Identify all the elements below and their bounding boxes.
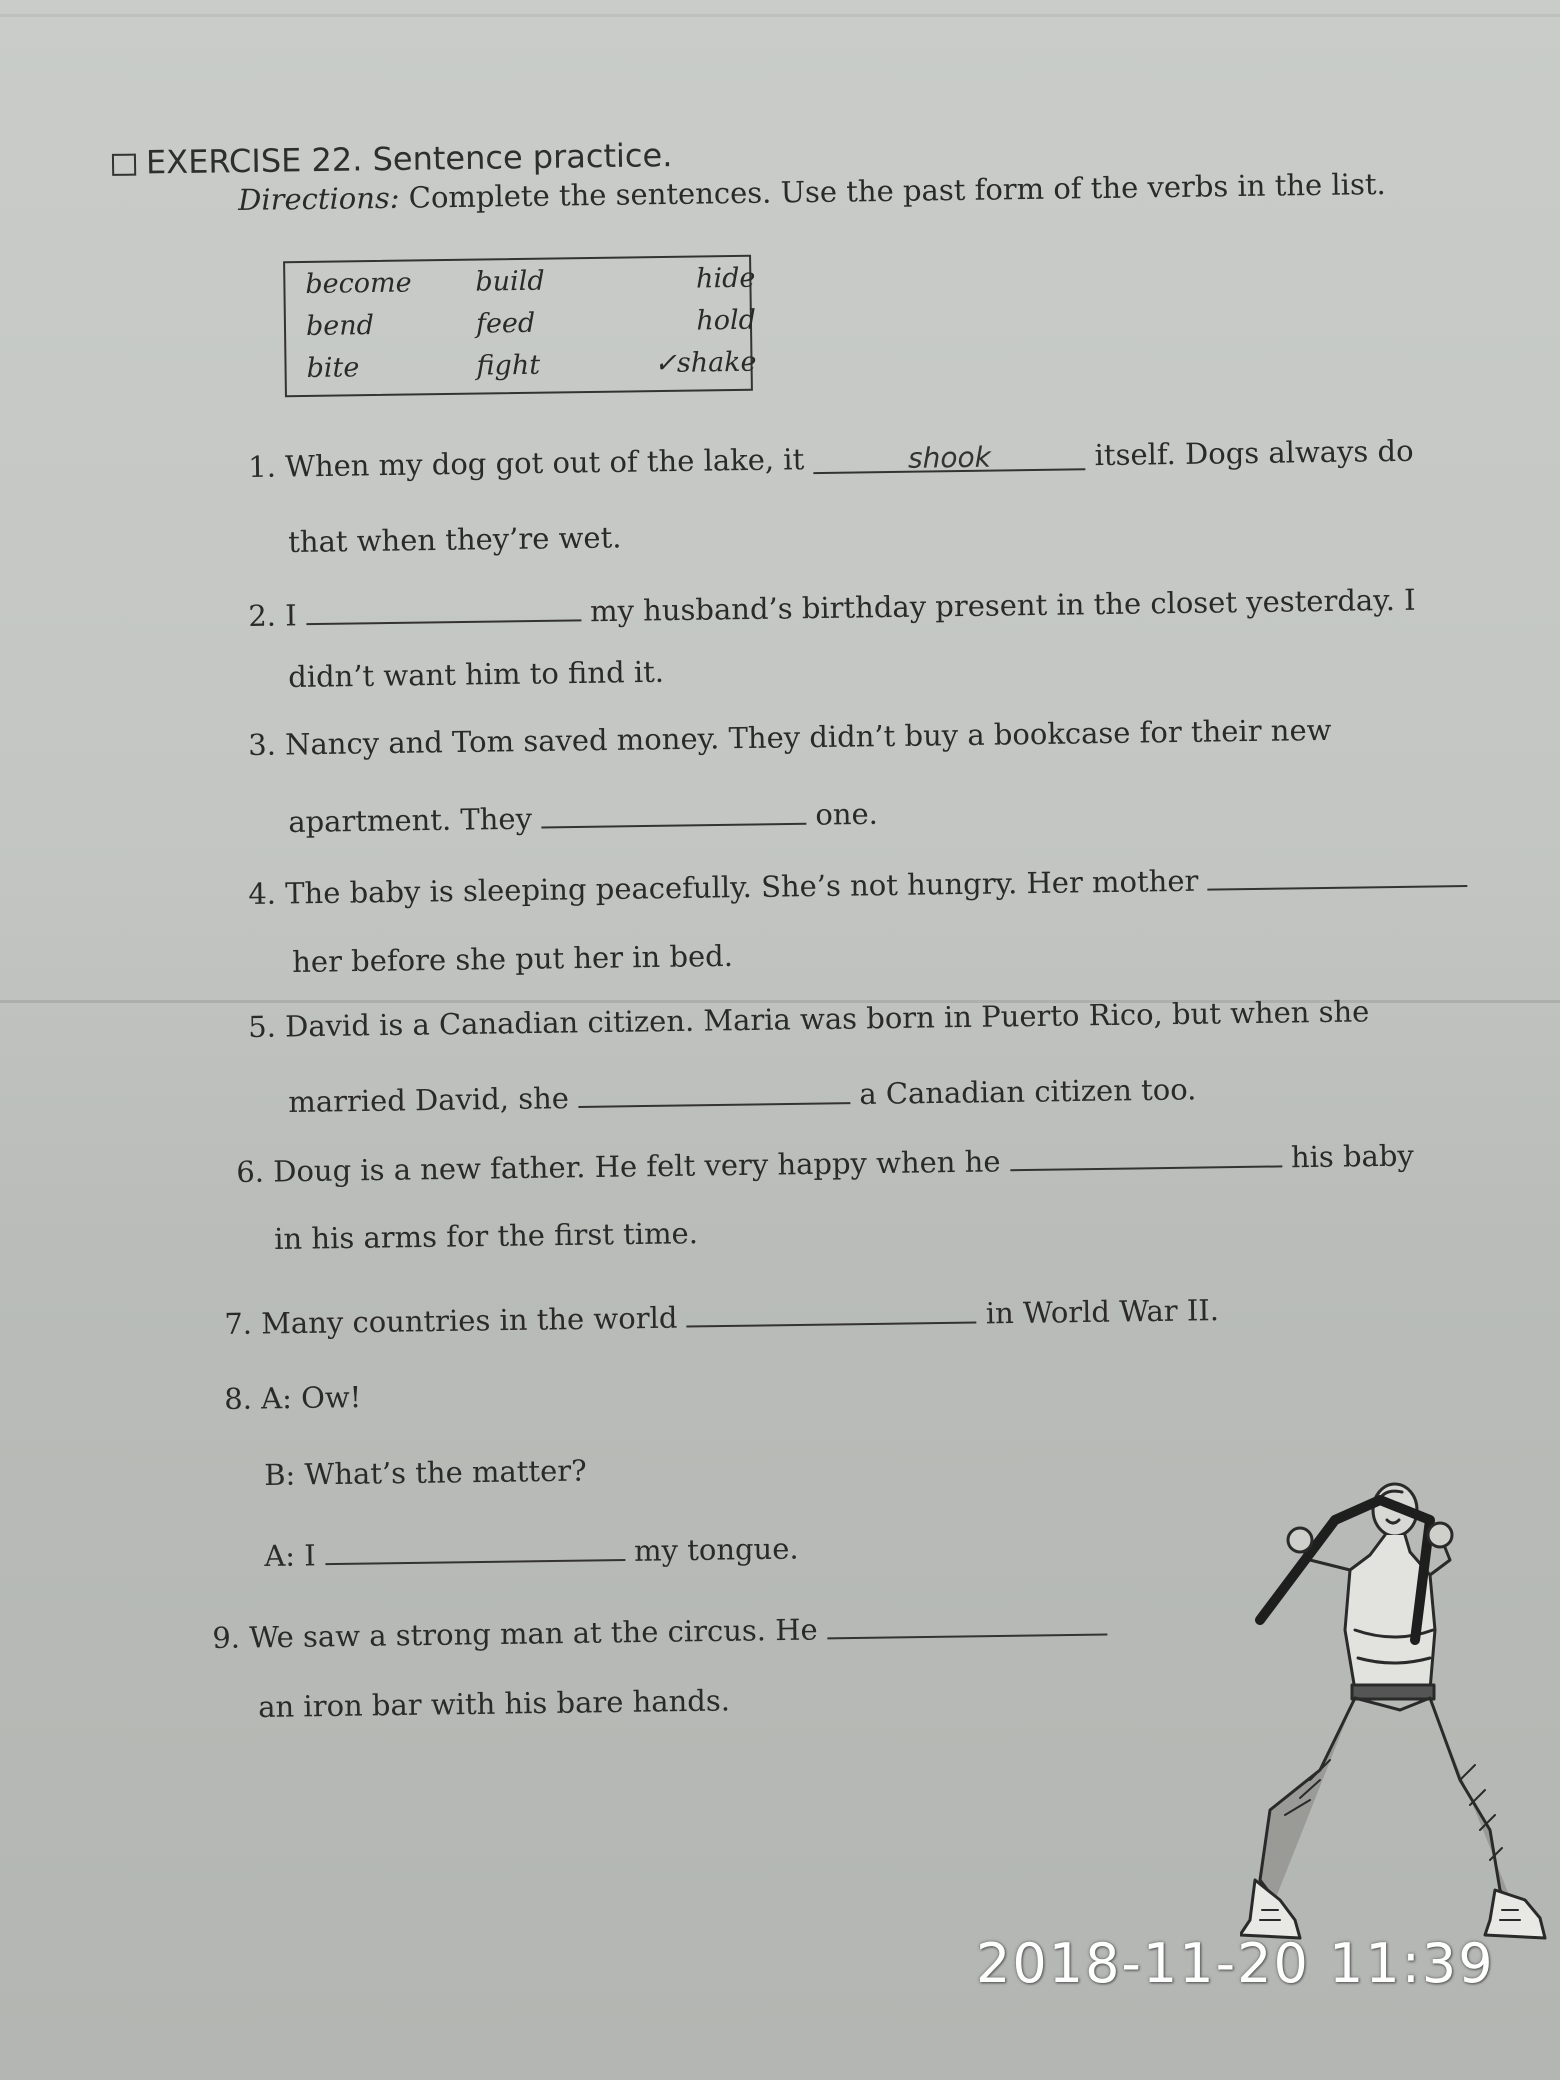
item-number: 3. [248, 727, 277, 762]
item-text: David is a Canadian citizen. Maria was born in Puerto Rico, but when she [284, 994, 1370, 1044]
item-number: 2. [248, 598, 277, 633]
exercise-item-9-line2 [258, 1683, 730, 1724]
verb: ✓shake [654, 346, 757, 380]
exercise-item-3-line2 [288, 792, 878, 839]
answer-blank[interactable] [541, 793, 806, 829]
answer-text: shook [907, 440, 992, 475]
answer-blank[interactable] [578, 1072, 850, 1108]
directions-label: Directions: [237, 180, 400, 218]
verb: fight [476, 349, 541, 382]
verb: bend [305, 310, 375, 342]
answer-blank[interactable] [306, 589, 581, 625]
item-text: my husband’s birthday present in the closet yesterday. I [589, 582, 1416, 629]
dialog-line: B: What’s the matter? [264, 1453, 587, 1492]
item-text: in World War II. [985, 1293, 1220, 1331]
exercise-item-4 [248, 855, 1468, 911]
item-text: in his arms for the first time. [274, 1216, 699, 1256]
exercise-item-5-line2 [288, 1067, 1197, 1119]
exercise-item-1 [248, 434, 1414, 484]
item-number: 7. [224, 1306, 253, 1341]
answer-blank[interactable] [1207, 855, 1467, 891]
exercise-item-4-line2 [292, 939, 733, 979]
exercise-item-1-line2 [288, 520, 622, 559]
item-text: an iron bar with his bare hands. [258, 1683, 731, 1724]
exercise-item-3 [248, 713, 1332, 762]
strong-man-illustration [1240, 1480, 1560, 1960]
dialog-line: my tongue. [633, 1531, 799, 1568]
verb: feed [475, 307, 536, 340]
answer-blank[interactable] [827, 1604, 1107, 1640]
item-text: apartment. They [288, 801, 533, 839]
item-number: 5. [248, 1009, 277, 1044]
item-text: When my dog got out of the lake, it [284, 442, 805, 484]
item-number: 8. [224, 1381, 253, 1416]
dialog-line: A: I [264, 1538, 316, 1573]
exercise-item-2 [248, 578, 1416, 633]
answer-blank[interactable] [1009, 1135, 1281, 1171]
checkbox-icon [112, 154, 136, 176]
item-text: one. [815, 796, 879, 832]
dialog-line: A: Ow! [260, 1380, 362, 1416]
verb: become [305, 267, 412, 300]
exercise-item-8-b [264, 1453, 587, 1491]
exercise-item-6-line2 [274, 1216, 698, 1256]
item-text: Doug is a new father. He felt very happy when he [272, 1144, 1001, 1189]
item-text: I [284, 598, 297, 633]
exercise-item-8-a2 [264, 1527, 799, 1573]
exercise-item-2-line2 [288, 655, 664, 694]
item-number: 4. [248, 876, 277, 911]
item-text: her before she put her in bed. [292, 938, 734, 979]
exercise-item-9 [212, 1604, 1107, 1655]
verb: hold [696, 304, 757, 337]
item-text: Many countries in the world [260, 1300, 678, 1341]
verb: hide [695, 262, 756, 295]
paper-fold-line [0, 14, 1560, 17]
answer-blank[interactable] [813, 438, 1085, 474]
directions-text: Complete the sentences. Use the past form of the verbs in the list. [408, 166, 1386, 215]
item-number: 1. [248, 449, 277, 484]
item-text: his baby [1290, 1138, 1415, 1175]
photo-timestamp: 2018-11-20 11:39 [976, 1932, 1495, 1995]
exercise-item-7 [224, 1288, 1219, 1341]
item-number: 9. [212, 1620, 241, 1655]
item-text: itself. Dogs always do [1094, 433, 1414, 473]
item-text: We saw a strong man at the circus. He [248, 1612, 818, 1655]
answer-blank[interactable] [686, 1291, 976, 1327]
answer-blank[interactable] [325, 1529, 625, 1565]
verb: bite [306, 352, 360, 384]
item-text: a Canadian citizen too. [859, 1072, 1197, 1112]
item-number: 6. [236, 1154, 265, 1189]
item-text: didn’t want him to find it. [288, 654, 665, 694]
item-text: The baby is sleeping peacefully. She’s not hungry. Her mother [284, 863, 1199, 911]
verb-list-box [283, 255, 757, 398]
item-text: that when they’re wet. [288, 520, 622, 559]
exercise-item-8 [224, 1380, 362, 1416]
exercise-item-6 [236, 1134, 1414, 1189]
item-text: Nancy and Tom saved money. They didn’t buy a bookcase for their new [284, 712, 1332, 762]
item-text: married David, she [288, 1081, 570, 1119]
exercise-title [112, 136, 673, 182]
verb: build [475, 265, 545, 298]
exercise-title-text: EXERCISE 22. Sentence practice. [145, 136, 673, 182]
